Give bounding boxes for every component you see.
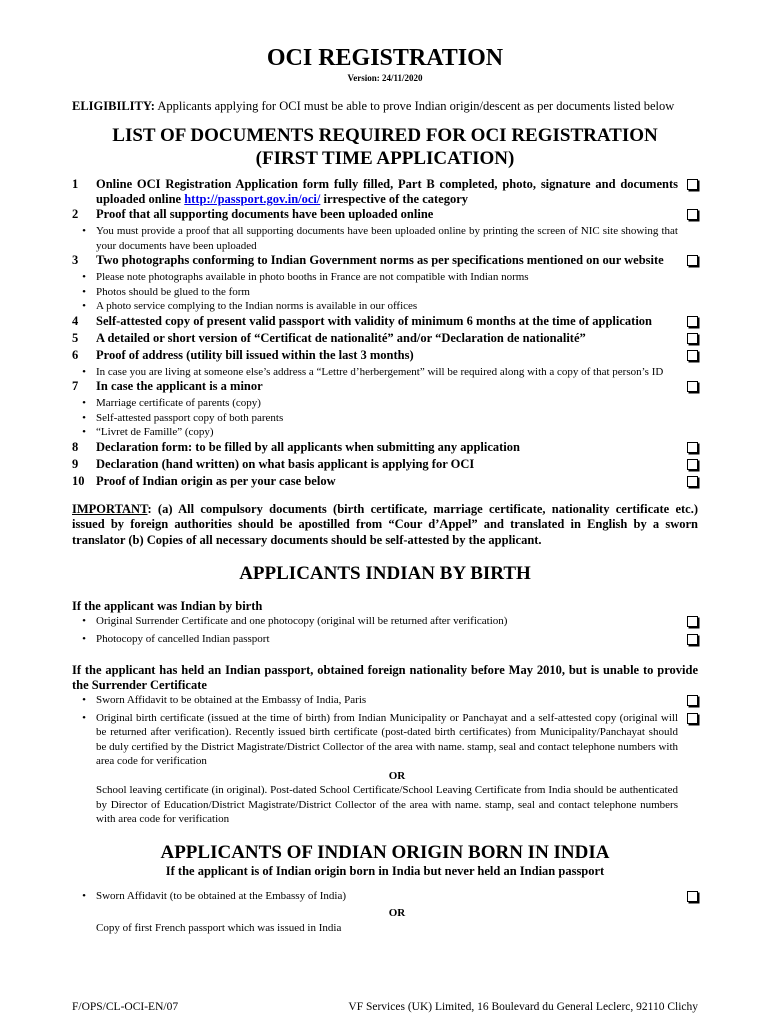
checkbox-cell: [686, 711, 698, 769]
bullet-icon: •: [82, 300, 86, 312]
bullet-item: [72, 270, 698, 285]
checkbox-icon[interactable]: [687, 891, 698, 902]
checkbox-cell: [686, 253, 698, 270]
checkbox-cell: [686, 474, 698, 491]
bullet-text: You must provide a proof that all supporting documents have been uploaded online by printing the screen of NIC site showing that your documents have been uploaded: [96, 225, 678, 252]
bullet-icon: •: [82, 632, 86, 645]
bullet-item: [72, 285, 698, 300]
item-number: 5: [72, 330, 79, 345]
checkbox-icon[interactable]: [687, 442, 698, 453]
checkbox-cell: [686, 693, 698, 711]
checkbox-icon[interactable]: [687, 713, 698, 724]
bullet-item: [72, 411, 698, 426]
item-number: 4: [72, 313, 79, 328]
item-number: 9: [72, 456, 79, 471]
subheading-indian-origin: If the applicant is of Indian origin born in India but never held an Indian passport: [165, 863, 605, 878]
item-text: In case the applicant is a minor: [96, 379, 263, 393]
bullet-item: [72, 889, 698, 907]
checkbox-icon[interactable]: [687, 695, 698, 706]
french-passport-text: Copy of first French passport which was issued in India: [96, 921, 342, 934]
bullet-icon: •: [82, 365, 86, 378]
eligibility-label: ELIGIBILITY:: [72, 99, 155, 113]
bullet-icon: •: [82, 225, 86, 237]
bullet-icon: •: [82, 615, 86, 627]
eligibility-paragraph: [72, 98, 698, 114]
school-certificate-text: School leaving certificate (in original). Post-dated School Certificate/School Leaving Certificate from India should be authenticated by Director of Education/District Magistrate/District Collector of the area with name. stamp, seal and contact telephone numbers with area code for verification: [96, 784, 678, 825]
bullet-item: [72, 614, 698, 632]
item-text: Proof of address (utility bill issued within the last 3 months): [96, 347, 414, 362]
list-item: [72, 440, 698, 457]
footer-address: VF Services (UK) Limited, 16 Boulevard du General Leclerc, 92110 Clichy: [348, 1001, 698, 1013]
page-footer: [72, 1001, 698, 1013]
checkbox-icon[interactable]: [687, 333, 698, 344]
item-text: Declaration (hand written) on what basis applicant is applying for OCI: [96, 456, 475, 471]
item-number: 2: [72, 207, 79, 221]
item-number: 7: [72, 379, 79, 393]
checkbox-icon[interactable]: [687, 209, 698, 220]
checkbox-icon[interactable]: [687, 316, 698, 327]
page-title: OCI REGISTRATION: [266, 45, 504, 71]
checkbox-cell: [686, 379, 698, 396]
bullet-text: Original birth certificate (issued at the time of birth) from Indian Municipality or Panchayat and a self-attested copy (original will be returned after verification). Recently issued birth certificate (post-dated birth certificates) from Municipality/Panchayat should be duly certified by the District Magistrate/District Collector of the area with name. stamp, seal and contact telephone numbers with area code for verification: [96, 711, 678, 767]
important-text: : (a) All compulsory documents (birth certificate, marriage certificate, nationality certificate etc.) issued by foreign authorities should be apostilled from “Cour d’Appel” and translated in English by a sworn translator (b) Copies of all necessary documents should be self-attested by the applicant.: [72, 501, 698, 547]
bullet-item: [72, 224, 698, 253]
list-item: [72, 331, 698, 348]
checkbox-cell: [686, 614, 698, 632]
item-number: 6: [72, 347, 79, 362]
bullet-text: Sworn Affidavit to be obtained at the Embassy of India, Paris: [96, 694, 367, 706]
checkbox-cell: [686, 314, 698, 331]
version-label: Version: 24/11/2020: [347, 73, 423, 83]
item-text: Self-attested copy of present valid passport with validity of minimum 6 months at the time of application: [96, 313, 653, 328]
bullet-text: In case you are living at someone else’s address a “Lettre d’herbergement” will be required along with a copy of that person’s ID: [96, 365, 664, 378]
bullet-item: [72, 693, 698, 711]
checkbox-cell: [686, 440, 698, 457]
checkbox-icon[interactable]: [687, 179, 698, 190]
item-text-part: irrespective of the category: [320, 192, 468, 206]
item-number: 8: [72, 439, 79, 454]
checkbox-icon[interactable]: [687, 634, 698, 645]
checkbox-cell: [686, 632, 698, 650]
bullet-text: Photocopy of cancelled Indian passport: [96, 632, 270, 645]
list-item: [72, 207, 698, 224]
list-item: [72, 457, 698, 474]
bullet-text: A photo service complying to the Indian norms is available in our offices: [96, 300, 418, 312]
bullet-item: [72, 425, 698, 440]
bullet-icon: •: [82, 285, 86, 298]
bullet-text: Please note photographs available in photo booths in France are not compatible with Indian norms: [96, 271, 529, 283]
item-number: 3: [72, 253, 79, 267]
list-item: [72, 314, 698, 331]
bullet-item: [72, 365, 698, 380]
checkbox-icon[interactable]: [687, 381, 698, 392]
document-page: [72, 44, 698, 935]
item-text: Two photographs conforming to Indian Government norms as per specifications mentioned on our website: [96, 253, 664, 267]
item-text: Proof that all supporting documents have been uploaded online: [96, 207, 434, 221]
checkbox-icon[interactable]: [687, 459, 698, 470]
item-text: [96, 177, 686, 207]
bullet-icon: •: [82, 711, 86, 724]
eligibility-text: Applicants applying for OCI must be able to prove Indian origin/descent as per documents listed below: [154, 99, 675, 113]
checkbox-cell: [686, 889, 698, 907]
oci-website-link[interactable]: http://passport.gov.in/oci/: [184, 192, 321, 206]
bullet-item: [72, 711, 698, 769]
bullet-item: [72, 299, 698, 314]
item-number: 1: [72, 177, 79, 191]
bullet-text: Marriage certificate of parents (copy): [96, 397, 261, 409]
list-item: [72, 379, 698, 396]
section-heading-indian-by-birth: APPLICANTS INDIAN BY BIRTH: [239, 563, 531, 584]
checkbox-icon[interactable]: [687, 476, 698, 487]
or-separator: OR: [388, 769, 406, 782]
documents-list-heading-line1: LIST OF DOCUMENTS REQUIRED FOR OCI REGISTRATION: [112, 125, 658, 146]
bullet-icon: •: [82, 694, 86, 706]
list-item: [72, 348, 698, 365]
important-label: IMPORTANT: [72, 501, 148, 516]
bullet-icon: •: [82, 889, 86, 902]
section-heading-indian-origin: APPLICANTS OF INDIAN ORIGIN BORN IN INDIA: [160, 841, 610, 863]
bullet-icon: •: [82, 411, 86, 424]
item-text: Proof of Indian origin as per your case below: [96, 473, 336, 488]
bullet-text: Photos should be glued to the form: [96, 285, 250, 298]
item-text: Declaration form: to be filled by all applicants when submitting any application: [96, 439, 520, 454]
bullet-text: Sworn Affidavit (to be obtained at the Embassy of India): [96, 889, 346, 902]
important-note: [72, 502, 698, 549]
list-item: [72, 253, 698, 270]
bullet-icon: •: [82, 397, 86, 409]
footer-reference: F/OPS/CL-OCI-EN/07: [72, 1001, 179, 1013]
item-number: 10: [72, 473, 85, 488]
list-item: [72, 474, 698, 491]
checkbox-icon[interactable]: [687, 255, 698, 266]
bullet-text: Self-attested passport copy of both parents: [96, 411, 284, 424]
checkbox-cell: [686, 207, 698, 224]
or-separator: OR: [388, 907, 406, 919]
checkbox-cell: [686, 177, 698, 207]
bullet-icon: •: [82, 271, 86, 283]
checkbox-cell: [686, 331, 698, 348]
bullet-item: [72, 632, 698, 650]
subheading-held-indian-passport: If the applicant has held an Indian passport, obtained foreign nationality before May 2010, but is unable to provide the Surrender Certificate: [72, 663, 698, 692]
item-text-part: Online OCI Registration Application form fully filled, Part B completed, photo, signature and documents uploaded online: [96, 177, 678, 206]
checkbox-cell: [686, 348, 698, 365]
documents-list-heading-line2: (FIRST TIME APPLICATION): [255, 148, 515, 169]
checkbox-icon[interactable]: [687, 350, 698, 361]
subheading-indian-by-birth: If the applicant was Indian by birth: [72, 599, 263, 613]
list-item: [72, 177, 698, 207]
bullet-item: [72, 396, 698, 411]
item-text: A detailed or short version of “Certificat de nationalité” and/or “Declaration de nationalité”: [96, 330, 586, 345]
checkbox-icon[interactable]: [687, 616, 698, 627]
bullet-icon: •: [82, 426, 86, 438]
bullet-text: “Livret de Famille” (copy): [96, 426, 214, 438]
bullet-text: Original Surrender Certificate and one photocopy (original will be returned after verification): [96, 615, 508, 627]
documents-list: [72, 177, 698, 491]
documents-list-heading: [72, 124, 698, 170]
checkbox-cell: [686, 457, 698, 474]
